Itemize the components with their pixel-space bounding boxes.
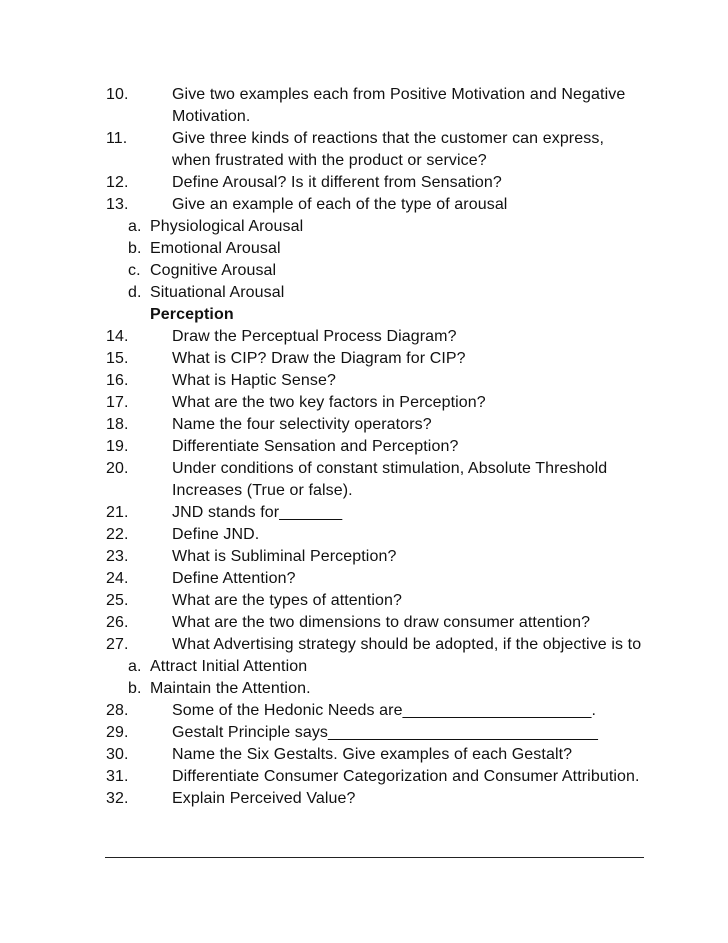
question-number: 17. [106,394,129,411]
question-item [106,590,646,612]
question-text: Define Attention? [172,570,296,587]
question-item [106,612,646,634]
question-number: 10. [106,86,129,103]
question-text: Give an example of each of the type of arousal [172,196,508,213]
question-item [106,546,646,568]
sub-item [106,216,646,238]
question-item [106,172,646,194]
question-text: Define JND. [172,526,260,543]
question-number: 28. [106,702,129,719]
question-number: 13. [106,196,129,213]
question-number: 24. [106,570,129,587]
question-text: What is Subliminal Perception? [172,548,397,565]
question-item [106,722,646,744]
question-number: 12. [106,174,129,191]
question-text: What are the types of attention? [172,592,403,609]
question-number: 11. [106,130,128,147]
question-item [106,524,646,546]
question-number: 22. [106,526,129,543]
question-text: What is Haptic Sense? [172,372,336,389]
sub-item-text: Cognitive Arousal [150,262,277,279]
question-item [106,788,646,810]
question-text: Give three kinds of reactions that the customer can express, when frustrated with the product or service? [172,130,604,169]
question-number: 18. [106,416,129,433]
sub-item-letter: b. [128,240,142,257]
sub-item [106,238,646,260]
question-number: 25. [106,592,129,609]
sub-item-text: Emotional Arousal [150,240,281,257]
question-list [106,84,646,810]
question-text: Name the four selectivity operators? [172,416,432,433]
question-text: Draw the Perceptual Process Diagram? [172,328,457,345]
question-item [106,634,646,656]
question-item [106,744,646,766]
bottom-rule [105,857,644,858]
sub-item-text: Maintain the Attention. [150,680,311,697]
question-number: 32. [106,790,129,807]
question-item [106,502,646,524]
question-text: What are the two dimensions to draw consumer attention? [172,614,591,631]
sub-item-text: Situational Arousal [150,284,285,301]
question-number: 14. [106,328,129,345]
question-item [106,436,646,458]
question-item [106,700,646,722]
question-text: Name the Six Gestalts. Give examples of each Gestalt? [172,746,573,763]
question-item [106,766,646,788]
question-text: What is CIP? Draw the Diagram for CIP? [172,350,466,367]
sub-item-letter: a. [128,218,142,235]
sub-item-letter: d. [128,284,142,301]
question-item [106,568,646,590]
question-text: Define Arousal? Is it different from Sensation? [172,174,502,191]
section-heading: Perception [150,306,234,323]
sub-item [106,260,646,282]
question-number: 16. [106,372,129,389]
sub-item-letter: a. [128,658,142,675]
question-number: 26. [106,614,129,631]
sub-item [106,656,646,678]
question-text: Differentiate Consumer Categorization and Consumer Attribution. [172,768,640,785]
question-number: 19. [106,438,129,455]
question-number: 21. [106,504,129,521]
question-text: Some of the Hedonic Needs are_____________________. [172,702,597,719]
question-number: 30. [106,746,129,763]
question-number: 31. [106,768,129,785]
question-text: Gestalt Principle says______________________________ [172,724,598,741]
question-item [106,348,646,370]
question-item [106,326,646,348]
question-text: What are the two key factors in Perception? [172,394,486,411]
question-text: Give two examples each from Positive Motivation and Negative Motivation. [172,86,626,125]
question-number: 29. [106,724,129,741]
sub-item-letter: b. [128,680,142,697]
sub-item [106,282,646,304]
question-text: Explain Perceived Value? [172,790,356,807]
question-text: Differentiate Sensation and Perception? [172,438,459,455]
question-text: JND stands for_______ [172,504,343,521]
sub-item [106,678,646,700]
question-item [106,194,646,216]
question-item [106,414,646,436]
sub-item-text: Physiological Arousal [150,218,304,235]
question-item [106,458,646,502]
question-item [106,392,646,414]
sub-item-text: Attract Initial Attention [150,658,308,675]
question-number: 15. [106,350,129,367]
question-text: Under conditions of constant stimulation, Absolute Threshold Increases (True or false). [172,460,608,499]
question-number: 20. [106,460,129,477]
question-item [106,84,646,128]
question-number: 27. [106,636,129,653]
question-item [106,370,646,392]
sub-item-letter: c. [128,262,141,279]
question-item [106,128,646,172]
question-text: What Advertising strategy should be adopted, if the objective is to [172,636,642,653]
question-number: 23. [106,548,129,565]
